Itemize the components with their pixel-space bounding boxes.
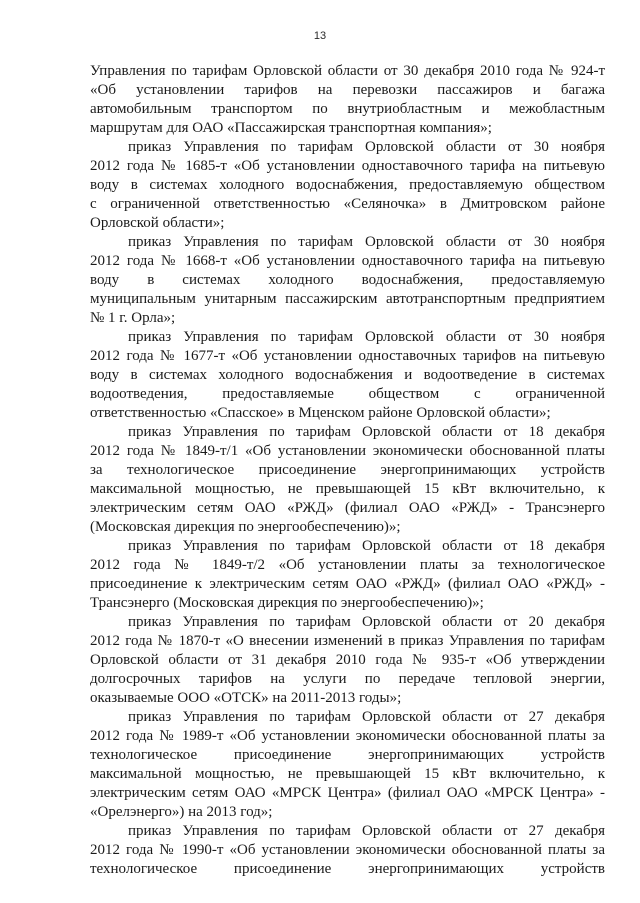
- text-line: ответственностью «Спасское» в Мценском районе Орловской области»;: [90, 405, 551, 421]
- text-line: 2012 года № 1677-т «Об установлении одноставочных тарифов на питьевую: [90, 348, 605, 364]
- paragraph-order-item: [90, 822, 605, 879]
- text-line: приказ Управления по тарифам Орловской области от 30 ноября: [128, 139, 605, 155]
- text-line: 2012 года № 1989-т «Об установлении экономически обоснованной платы за: [90, 728, 605, 744]
- text-line: технологическое присоединение энергопринимающих устройств: [90, 861, 605, 877]
- text-line: воду в системах холодного водоснабжения и водоотведение в системах: [90, 367, 605, 383]
- text-line: Орловской области от 31 декабря 2010 года № 935-т «Об утверждении: [90, 652, 605, 668]
- text-line: маршрутам для ОАО «Пассажирская транспортная компания»;: [90, 120, 492, 136]
- text-line: приказ Управления по тарифам Орловской области от 27 декабря: [128, 709, 605, 725]
- text-line: приказ Управления по тарифам Орловской области от 18 декабря: [128, 538, 605, 554]
- text-line: Управления по тарифам Орловской области от 30 декабря 2010 года № 924-т: [90, 63, 605, 79]
- page-number: 13: [313, 30, 327, 42]
- text-line: долгосрочных тарифов на услуги по передаче тепловой энергии,: [90, 671, 605, 687]
- paragraph-order-item: [90, 537, 605, 613]
- text-line: автомобильным транспортом по внутриобластным и межобластным: [90, 101, 605, 117]
- text-line: максимальной мощностью, не превышающей 15 кВт включительно, к: [90, 766, 605, 782]
- text-line: 2012 года № 1849-т/1 «Об установлении экономически обоснованной платы: [90, 443, 605, 459]
- text-line: приказ Управления по тарифам Орловской области от 20 декабря: [128, 614, 605, 630]
- text-line: за технологическое присоединение энергопринимающих устройств: [90, 462, 605, 478]
- text-line: 2012 года № 1685-т «Об установлении одноставочного тарифа на питьевую: [90, 158, 605, 174]
- text-line: муниципальным унитарным пассажирским автотранспортным предприятием: [90, 291, 605, 307]
- text-line: «Орелэнерго») на 2013 год»;: [90, 804, 273, 820]
- paragraph-order-item: [90, 328, 605, 423]
- text-line: технологическое присоединение энергопринимающих устройств: [90, 747, 605, 763]
- text-line: 2012 года № 1668-т «Об установлении одноставочного тарифа на питьевую: [90, 253, 605, 269]
- text-line: приказ Управления по тарифам Орловской области от 30 ноября: [128, 234, 605, 250]
- text-line: приказ Управления по тарифам Орловской области от 30 ноября: [128, 329, 605, 345]
- text-line: 2012 года № 1990-т «Об установлении экономически обоснованной платы за: [90, 842, 605, 858]
- paragraph-order-item: [90, 138, 605, 233]
- text-line: с ограниченной ответственностью «Селяночка» в Дмитровском районе: [90, 196, 605, 212]
- paragraph-order-item: [90, 613, 605, 708]
- text-line: электрическим сетям ОАО «МРСК Центра» (филиал ОАО «МРСК Центра» -: [90, 785, 605, 801]
- paragraph-order-item: [90, 233, 605, 328]
- text-line: Трансэнерго (Московская дирекция по энергообеспечению)»;: [90, 595, 484, 611]
- text-line: водоотведения, предоставляемые обществом с ограниченной: [90, 386, 605, 402]
- paragraph-order-item: [90, 708, 605, 822]
- text-line: приказ Управления по тарифам Орловской области от 18 декабря: [128, 424, 605, 440]
- text-line: воду в системах холодного водоснабжения, предоставляемую обществом: [90, 177, 605, 193]
- text-line: воду в системах холодного водоснабжения, предоставляемую: [90, 272, 605, 288]
- document-body: [90, 62, 605, 879]
- text-line: Орловской области»;: [90, 215, 225, 231]
- text-line: 2012 года № 1870-т «О внесении изменений в приказ Управления по тарифам: [90, 633, 605, 649]
- text-line: «Об установлении тарифов на перевозки пассажиров и багажа: [90, 82, 605, 98]
- text-line: 2012 года № 1849-т/2 «Об установлении платы за технологическое: [90, 557, 605, 573]
- text-line: № 1 г. Орла»;: [90, 310, 176, 326]
- paragraph-continuation: [90, 62, 605, 138]
- text-line: приказ Управления по тарифам Орловской области от 27 декабря: [128, 823, 605, 839]
- paragraph-order-item: [90, 423, 605, 537]
- text-line: (Московская дирекция по энергообеспечению)»;: [90, 519, 401, 535]
- text-line: оказываемые ООО «ОТСК» на 2011-2013 годы»;: [90, 690, 402, 706]
- text-line: присоединение к электрическим сетям ОАО «РЖД» (филиал ОАО «РЖД» -: [90, 576, 605, 592]
- text-line: максимальной мощностью, не превышающей 15 кВт включительно, к: [90, 481, 605, 497]
- text-line: электрическим сетям ОАО «РЖД» (филиал ОАО «РЖД» - Трансэнерго: [90, 500, 605, 516]
